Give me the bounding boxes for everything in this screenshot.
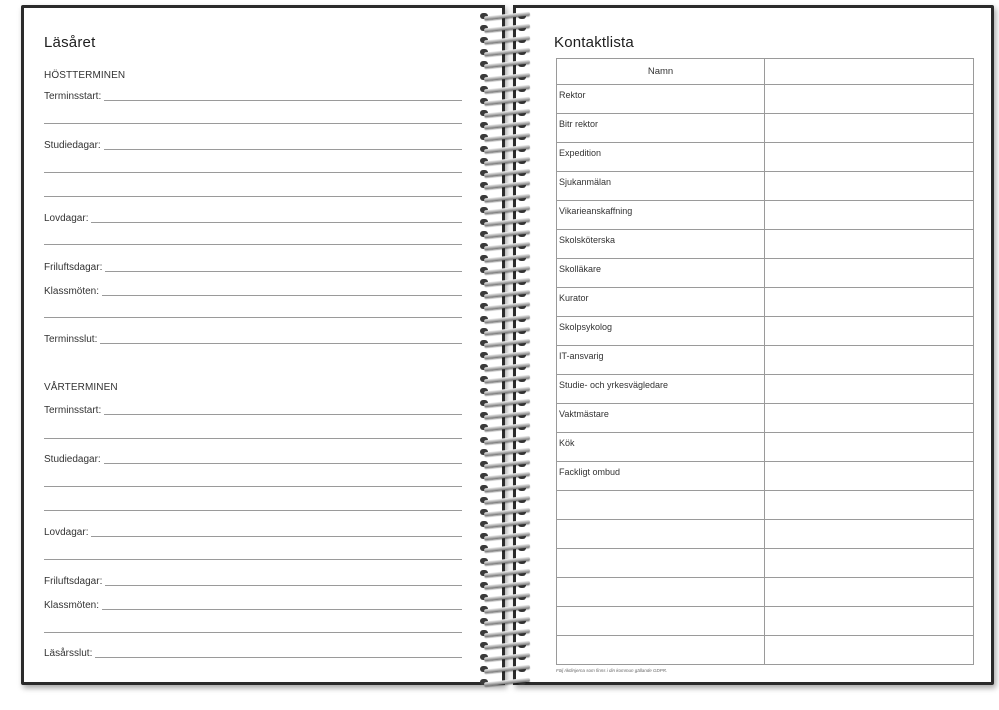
spiral-ring <box>480 97 534 105</box>
write-line <box>102 295 462 296</box>
fall-holidays-field[interactable] <box>44 210 462 224</box>
write-line[interactable] <box>44 438 462 439</box>
table-row <box>557 85 974 114</box>
left-page <box>21 5 505 685</box>
column-header-blank <box>765 59 974 85</box>
spiral-ring <box>480 544 534 552</box>
fall-outdoor-days-field[interactable] <box>44 259 462 273</box>
spiral-ring <box>480 569 534 577</box>
spiral-ring <box>480 472 534 480</box>
contact-role-cell[interactable]: Vaktmästare <box>557 404 765 433</box>
write-line <box>100 343 462 344</box>
contact-role-cell[interactable] <box>557 578 765 607</box>
contact-role-cell[interactable] <box>557 491 765 520</box>
table-row <box>557 433 974 462</box>
table-row <box>557 114 974 143</box>
spiral-ring <box>480 593 534 601</box>
contact-role-cell[interactable]: Kök <box>557 433 765 462</box>
field-label: Klassmöten: <box>44 600 100 611</box>
write-line[interactable] <box>44 510 462 511</box>
spiral-ring <box>480 448 534 456</box>
table-row <box>557 143 974 172</box>
spring-term-start-field[interactable] <box>44 402 462 416</box>
spiral-ring <box>480 678 534 686</box>
spiral-ring <box>480 278 534 286</box>
right-page <box>513 5 994 685</box>
fall-term-start-field[interactable] <box>44 88 462 102</box>
spiral-ring <box>480 242 534 250</box>
spiral-ring <box>480 24 534 32</box>
contact-info-cell[interactable] <box>765 462 974 491</box>
spiral-ring <box>480 266 534 274</box>
spiral-ring <box>480 520 534 528</box>
spiral-ring <box>480 302 534 310</box>
spiral-ring <box>480 605 534 613</box>
fall-term-end-field[interactable] <box>44 331 462 345</box>
spiral-ring <box>480 423 534 431</box>
contact-info-cell[interactable] <box>765 549 974 578</box>
contact-info-cell[interactable] <box>765 288 974 317</box>
write-line[interactable] <box>44 632 462 633</box>
table-row <box>557 636 974 665</box>
table-row <box>557 201 974 230</box>
contact-info-cell[interactable] <box>765 520 974 549</box>
write-line <box>104 463 462 464</box>
spiral-ring <box>480 36 534 44</box>
write-line <box>105 585 462 586</box>
table-row <box>557 288 974 317</box>
spring-year-end-field[interactable] <box>44 645 462 659</box>
spiral-ring <box>480 157 534 165</box>
spiral-ring <box>480 12 534 20</box>
contact-role-cell[interactable]: Skolsköterska <box>557 230 765 259</box>
table-row <box>557 607 974 636</box>
spiral-ring <box>480 375 534 383</box>
write-line[interactable] <box>44 123 462 124</box>
spiral-ring <box>480 109 534 117</box>
spiral-ring <box>480 290 534 298</box>
table-row <box>557 520 974 549</box>
contact-role-cell[interactable]: Rektor <box>557 85 765 114</box>
page-title-contact-list: Kontaktlista <box>554 34 634 51</box>
spiral-ring <box>480 351 534 359</box>
table-row <box>557 462 974 491</box>
contact-role-cell[interactable]: Vikarieanskaffning <box>557 201 765 230</box>
spiral-ring <box>480 315 534 323</box>
spiral-ring <box>480 496 534 504</box>
contact-role-cell[interactable] <box>557 636 765 665</box>
spiral-ring <box>480 617 534 625</box>
contact-info-cell[interactable] <box>765 578 974 607</box>
write-line <box>104 100 462 101</box>
contact-role-cell[interactable]: Bitr rektor <box>557 114 765 143</box>
contact-role-cell[interactable]: Skolpsykolog <box>557 317 765 346</box>
write-line[interactable] <box>44 244 462 245</box>
field-label: Lovdagar: <box>44 527 89 538</box>
write-line <box>91 222 462 223</box>
contact-info-cell[interactable] <box>765 172 974 201</box>
write-line[interactable] <box>44 172 462 173</box>
spiral-ring <box>480 641 534 649</box>
spiral-ring <box>480 387 534 395</box>
spiral-ring <box>480 508 534 516</box>
contact-role-cell[interactable]: IT-ansvarig <box>557 346 765 375</box>
spiral-ring <box>480 339 534 347</box>
spiral-ring <box>480 133 534 141</box>
spiral-ring <box>480 169 534 177</box>
spiral-ring <box>480 581 534 589</box>
column-header-name: Namn <box>557 59 765 85</box>
contact-role-cell[interactable] <box>557 607 765 636</box>
write-line[interactable] <box>44 317 462 318</box>
field-label: Klassmöten: <box>44 286 100 297</box>
field-label: Studiedagar: <box>44 140 101 151</box>
spiral-ring <box>480 254 534 262</box>
spiral-ring <box>480 194 534 202</box>
field-label: Friluftsdagar: <box>44 262 103 273</box>
contact-info-cell[interactable] <box>765 346 974 375</box>
contact-info-cell[interactable] <box>765 375 974 404</box>
table-row <box>557 230 974 259</box>
contact-role-cell[interactable]: Kurator <box>557 288 765 317</box>
table-row <box>557 404 974 433</box>
spiral-ring <box>480 60 534 68</box>
contact-info-cell[interactable] <box>765 143 974 172</box>
contact-info-cell[interactable] <box>765 491 974 520</box>
table-row <box>557 172 974 201</box>
contact-role-cell[interactable]: Studie- och yrkesvägledare <box>557 375 765 404</box>
contact-info-cell[interactable] <box>765 201 974 230</box>
spiral-ring <box>480 181 534 189</box>
field-label: Terminsslut: <box>44 334 98 345</box>
field-label: Terminsstart: <box>44 405 102 416</box>
contact-info-cell[interactable] <box>765 404 974 433</box>
table-header-row <box>557 59 974 85</box>
write-line <box>95 657 462 658</box>
spiral-ring <box>480 436 534 444</box>
field-label: Lovdagar: <box>44 213 89 224</box>
table-row <box>557 375 974 404</box>
contact-info-cell[interactable] <box>765 317 974 346</box>
contact-info-cell[interactable] <box>765 607 974 636</box>
write-line[interactable] <box>44 559 462 560</box>
spiral-ring <box>480 206 534 214</box>
spiral-ring <box>480 399 534 407</box>
spiral-ring <box>480 484 534 492</box>
spring-term-heading: VÅRTERMINEN <box>44 382 118 393</box>
spiral-ring <box>480 48 534 56</box>
spiral-ring <box>480 85 534 93</box>
write-line <box>91 536 462 537</box>
contact-role-cell[interactable] <box>557 549 765 578</box>
spring-class-meetings-field[interactable] <box>44 597 462 611</box>
contact-info-cell[interactable] <box>765 259 974 288</box>
contact-info-cell[interactable] <box>765 433 974 462</box>
contact-role-cell[interactable]: Fackligt ombud <box>557 462 765 491</box>
contact-info-cell[interactable] <box>765 636 974 665</box>
spiral-ring <box>480 363 534 371</box>
contact-table <box>556 58 974 665</box>
spiral-ring <box>480 327 534 335</box>
table-row <box>557 578 974 607</box>
contact-info-cell[interactable] <box>765 230 974 259</box>
gdpr-footnote: Följ riktlinjerna som finns i din kommun gällande GDPR. <box>556 668 668 673</box>
table-row <box>557 346 974 375</box>
table-row <box>557 259 974 288</box>
contact-role-cell[interactable]: Skolläkare <box>557 259 765 288</box>
spiral-binding <box>474 6 544 686</box>
spiral-ring <box>480 557 534 565</box>
field-label: Studiedagar: <box>44 454 101 465</box>
contact-role-cell[interactable]: Expedition <box>557 143 765 172</box>
fall-class-meetings-field[interactable] <box>44 283 462 297</box>
spring-study-days-field[interactable] <box>44 451 462 465</box>
write-line[interactable] <box>44 486 462 487</box>
write-line <box>102 609 462 610</box>
write-line <box>105 271 462 272</box>
write-line[interactable] <box>44 196 462 197</box>
spiral-ring <box>480 145 534 153</box>
field-label: Terminsstart: <box>44 91 102 102</box>
fall-study-days-field[interactable] <box>44 137 462 151</box>
spiral-ring <box>480 73 534 81</box>
contact-role-cell[interactable] <box>557 520 765 549</box>
fall-term-heading: HÖSTTERMINEN <box>44 70 126 81</box>
contact-info-cell[interactable] <box>765 85 974 114</box>
spiral-ring <box>480 121 534 129</box>
spiral-ring <box>480 653 534 661</box>
write-line <box>104 149 462 150</box>
contact-info-cell[interactable] <box>765 114 974 143</box>
spiral-ring <box>480 532 534 540</box>
field-label: Läsårsslut: <box>44 648 93 659</box>
spiral-ring <box>480 665 534 673</box>
table-row <box>557 491 974 520</box>
write-line <box>104 414 462 415</box>
table-row <box>557 317 974 346</box>
contact-role-cell[interactable]: Sjukanmälan <box>557 172 765 201</box>
spring-outdoor-days-field[interactable] <box>44 573 462 587</box>
spiral-ring <box>480 411 534 419</box>
page-title-school-year: Läsåret <box>44 34 96 51</box>
table-row <box>557 549 974 578</box>
spiral-ring <box>480 230 534 238</box>
spiral-ring <box>480 218 534 226</box>
spiral-ring <box>480 629 534 637</box>
field-label: Friluftsdagar: <box>44 576 103 587</box>
spring-holidays-field[interactable] <box>44 524 462 538</box>
spiral-ring <box>480 460 534 468</box>
